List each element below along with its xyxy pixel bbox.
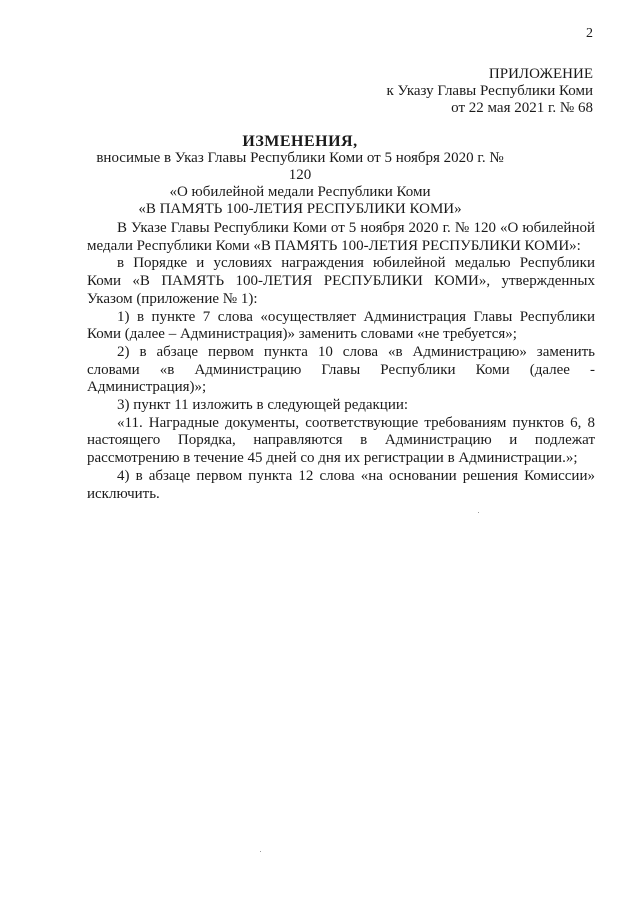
appendix-date: от 22 мая 2021 г. № 68 [451,100,593,116]
title-line-2: «О юбилейной медали Республики Коми [169,184,431,200]
document-title [90,133,510,218]
title-line-1: вносимые в Указ Главы Республики Коми от 5 ноября 2020 г. № 120 [96,150,504,183]
scan-speck [478,512,479,513]
paragraph-item-3-text: «11. Наградные документы, соответствующие требованиям пунктов 6, 8 настоящего Порядка, направляются в Администрацию и подлежат рассмотрению в течение 45 дней со дня их регистрации в Администрации.»; [87,414,595,467]
appendix-header [293,66,593,117]
document-body [87,220,595,503]
appendix-decree-ref: к Указу Главы Республики Коми [386,83,593,99]
paragraph-item-4: 4) в абзаце первом пункта 12 слова «на основании решения Комиссии» исключить. [87,467,595,502]
paragraph-item-2: 2) в абзаце первом пункта 10 слова «в Администрацию» заменить словами «в Администрацию Главы Республики Коми (далее - Администрация)»; [87,343,595,396]
scan-speck [260,851,261,852]
appendix-label: ПРИЛОЖЕНИЕ [488,66,593,82]
title-heading: ИЗМЕНЕНИЯ, [242,133,358,150]
paragraph-intro: В Указе Главы Республики Коми от 5 ноября 2020 г. № 120 «О юбилейной медали Республики Коми «В ПАМЯТЬ 100-ЛЕТИЯ РЕСПУБЛИКИ КОМИ»: [87,220,595,254]
paragraph-order: в Порядке и условиях награждения юбилейной медалью Республики Коми «В ПАМЯТЬ 100-ЛЕТИЯ РЕСПУБЛИКИ КОМИ», утвержденных Указом (приложение № 1): [87,255,595,307]
paragraph-item-1: 1) в пункте 7 слова «осуществляет Администрация Главы Республики Коми (далее – Администрация)» заменить словами «не требуется»; [87,308,595,343]
title-line-3: «В ПАМЯТЬ 100-ЛЕТИЯ РЕСПУБЛИКИ КОМИ» [138,201,462,217]
paragraph-item-3: 3) пункт 11 изложить в следующей редакции: [117,397,409,414]
page-number: 2 [586,26,593,41]
